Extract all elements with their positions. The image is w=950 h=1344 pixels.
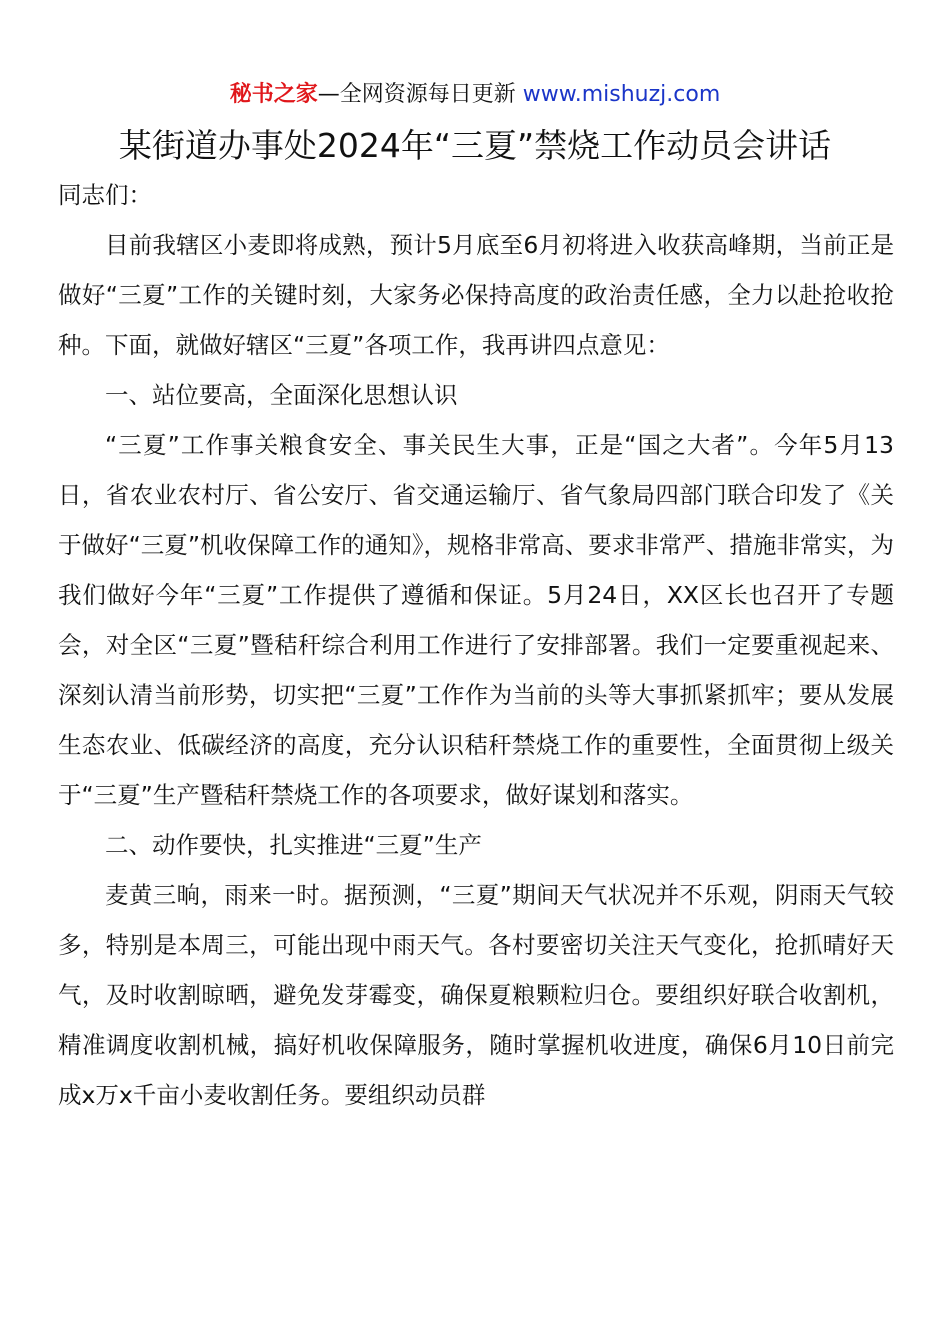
site-url-link[interactable]: www.mishuzj.com [522,82,721,107]
salutation: 同志们： [58,181,152,209]
site-brand: 秘书之家 [229,82,318,107]
document-title: 某街道办事处2024年“三夏”禁烧工作动员会讲话 [118,126,832,165]
site-header [0,80,950,110]
paragraph: “三夏”工作事关粮食安全、事关民生大事，正是“国之大者”。今年5月13日，省农业农村厅、省公安厅、省交通运输厅、省气象局四部门联合印发了《关于做好“三夏”机收保障工作的通知》，规格非常高、要求非常严、措施非常实，为我们做好今年“三夏”工作提供了遵循和保证。5月24日，XX区长也召开了专题会，对全区“三夏”暨秸秆综合利用工作进行了安排部署。我们一定要重视起来、深刻认清当前形势，切实把“三夏”工作作为当前的头等大事抓紧抓牢；要从发展生态农业、低碳经济的高度，充分认识秸秆禁烧工作的重要性，全面贯彻上级关于“三夏”生产暨秸秆禁烧工作的各项要求，做好谋划和落实。 [58,431,894,809]
section-heading: 二、动作要快，扎实推进“三夏”生产 [105,831,482,859]
paragraph: 目前我辖区小麦即将成熟，预计5月底至6月初将进入收获高峰期，当前正是做好“三夏”工作的关键时刻，大家务必保持高度的政治责任感，全力以赴抢收抢种。下面，就做好辖区“三夏”各项工作，我再讲四点意见： [58,231,894,359]
section-heading: 一、站位要高，全面深化思想认识 [105,381,458,409]
paragraph: 麦黄三晌，雨来一时。据预测，“三夏”期间天气状况并不乐观，阴雨天气较多，特别是本周三，可能出现中雨天气。各村要密切关注天气变化，抢抓晴好天气，及时收割晾晒，避免发芽霉变，确保夏粮颗粒归仓。要组织好联合收割机，精准调度收割机械，搞好机收保障服务，随时掌握机收进度，确保6月10日前完成x万x千亩小麦收割任务。要组织动员群 [58,881,894,1109]
document-body [58,170,894,1120]
site-tagline: —全网资源每日更新 [317,82,523,107]
